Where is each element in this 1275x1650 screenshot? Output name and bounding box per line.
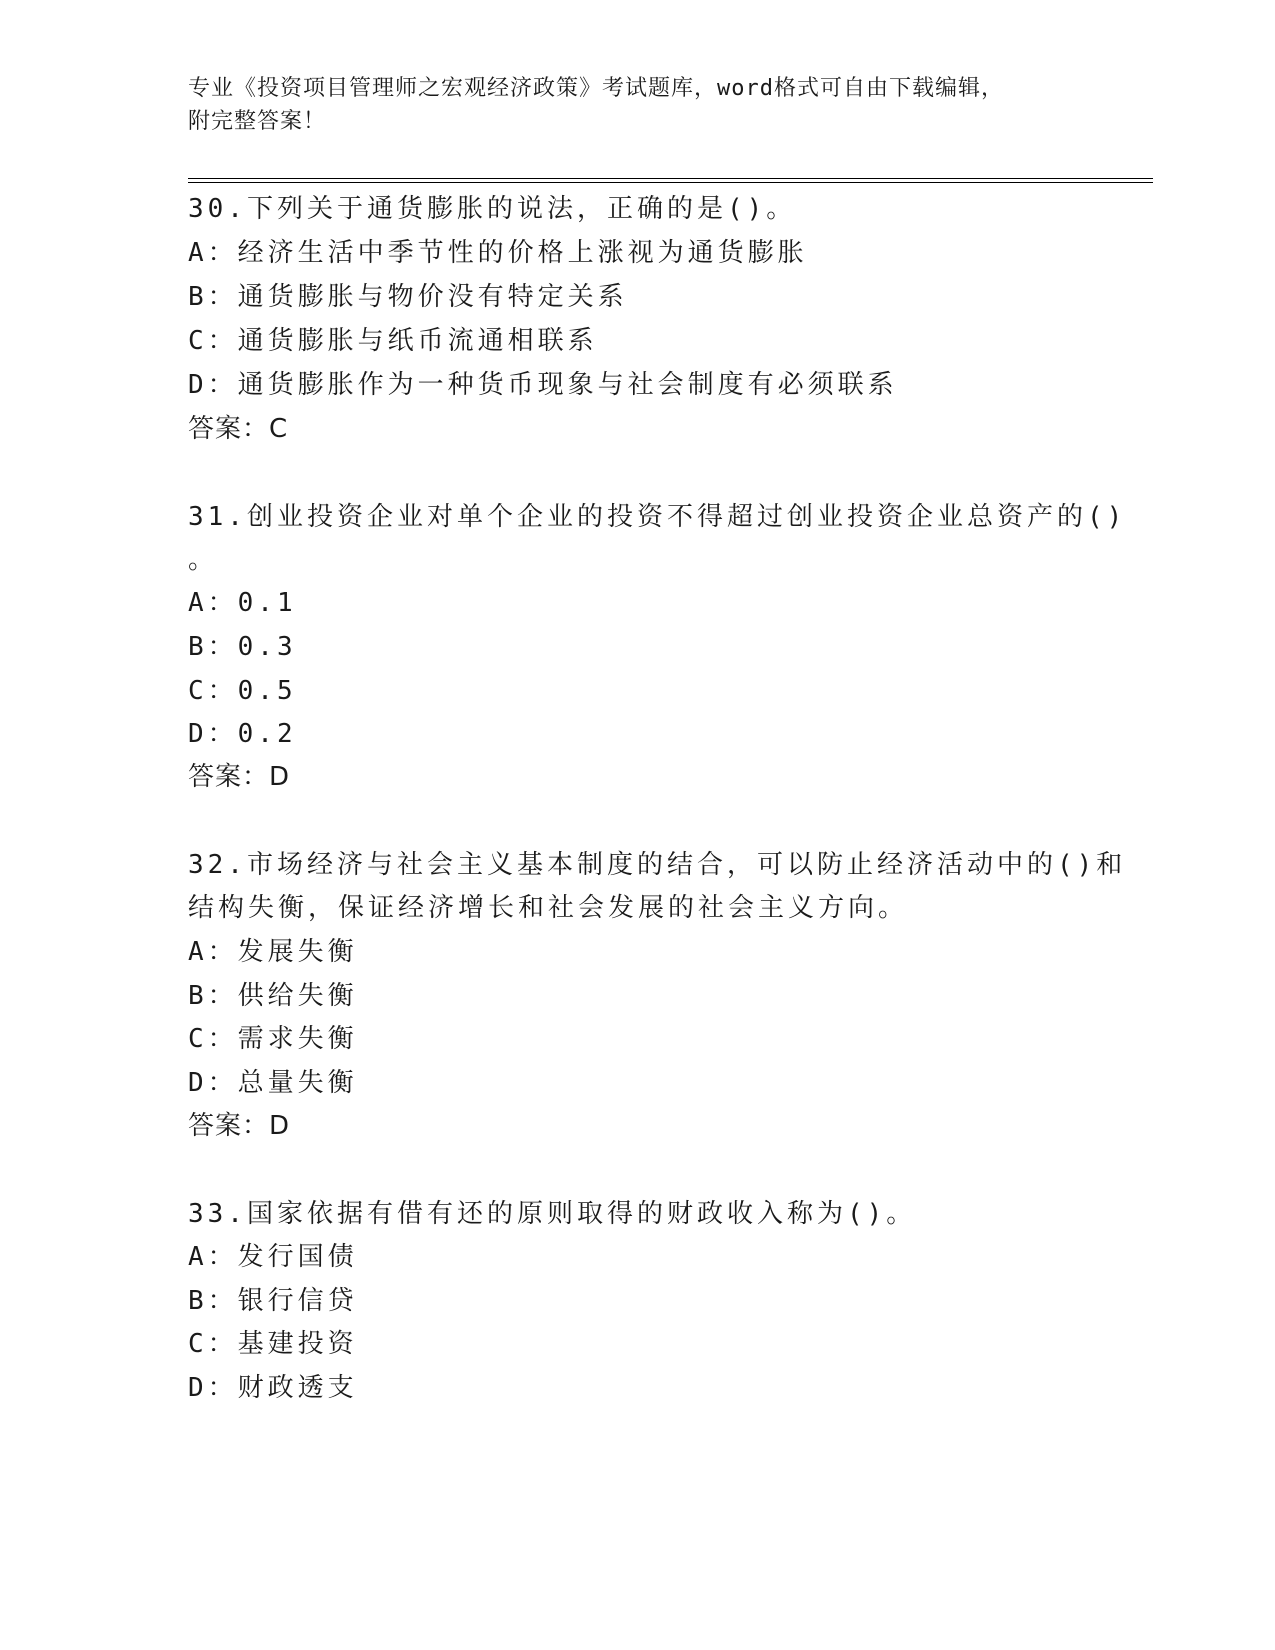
question-31-option-d: D：0.2 xyxy=(188,719,297,749)
header-divider xyxy=(188,178,1153,183)
document-header xyxy=(188,72,1068,138)
question-32-stem-line-1: 32.市场经济与社会主义基本制度的结合，可以防止经济活动中的()和 xyxy=(188,850,1127,880)
question-33-option-d: D：财政透支 xyxy=(188,1373,358,1403)
question-30-stem: 30.下列关于通货膨胀的说法，正确的是()。 xyxy=(188,194,797,224)
question-31-stem-line-2: 。 xyxy=(188,545,219,575)
question-33-option-c: C：基建投资 xyxy=(188,1329,358,1359)
question-32-option-c: C：需求失衡 xyxy=(188,1024,358,1054)
question-30-option-d: D：通货膨胀作为一种货币现象与社会制度有必须联系 xyxy=(188,370,898,400)
question-32-option-d: D：总量失衡 xyxy=(188,1068,358,1098)
question-32-stem-line-2: 结构失衡，保证经济增长和社会发展的社会主义方向。 xyxy=(188,893,909,923)
header-line-1: 专业《投资项目管理师之宏观经济政策》考试题库，word格式可自由下载编辑， xyxy=(188,76,1004,101)
question-30-answer: 答案：C xyxy=(188,414,289,444)
question-32-option-b: B：供给失衡 xyxy=(188,981,358,1011)
question-31-option-b: B：0.3 xyxy=(188,632,297,662)
question-30-option-a: A：经济生活中季节性的价格上涨视为通货膨胀 xyxy=(188,238,808,268)
question-32-option-a: A：发展失衡 xyxy=(188,937,358,967)
question-30-option-b: B：通货膨胀与物价没有特定关系 xyxy=(188,282,628,312)
question-33-option-a: A：发行国债 xyxy=(188,1242,358,1272)
header-line-2: 附完整答案！ xyxy=(188,109,327,134)
question-30-option-c: C：通货膨胀与纸币流通相联系 xyxy=(188,326,598,356)
question-31-answer: 答案：D xyxy=(188,762,291,792)
question-33-option-b: B：银行信贷 xyxy=(188,1286,358,1316)
question-31-option-a: A：0.1 xyxy=(188,588,297,618)
question-31-option-c: C：0.5 xyxy=(188,676,297,706)
question-33-stem: 33.国家依据有借有还的原则取得的财政收入称为()。 xyxy=(188,1199,917,1229)
question-31-stem-line-1: 31.创业投资企业对单个企业的投资不得超过创业投资企业总资产的() xyxy=(188,502,1127,532)
question-32-answer: 答案：D xyxy=(188,1111,291,1141)
